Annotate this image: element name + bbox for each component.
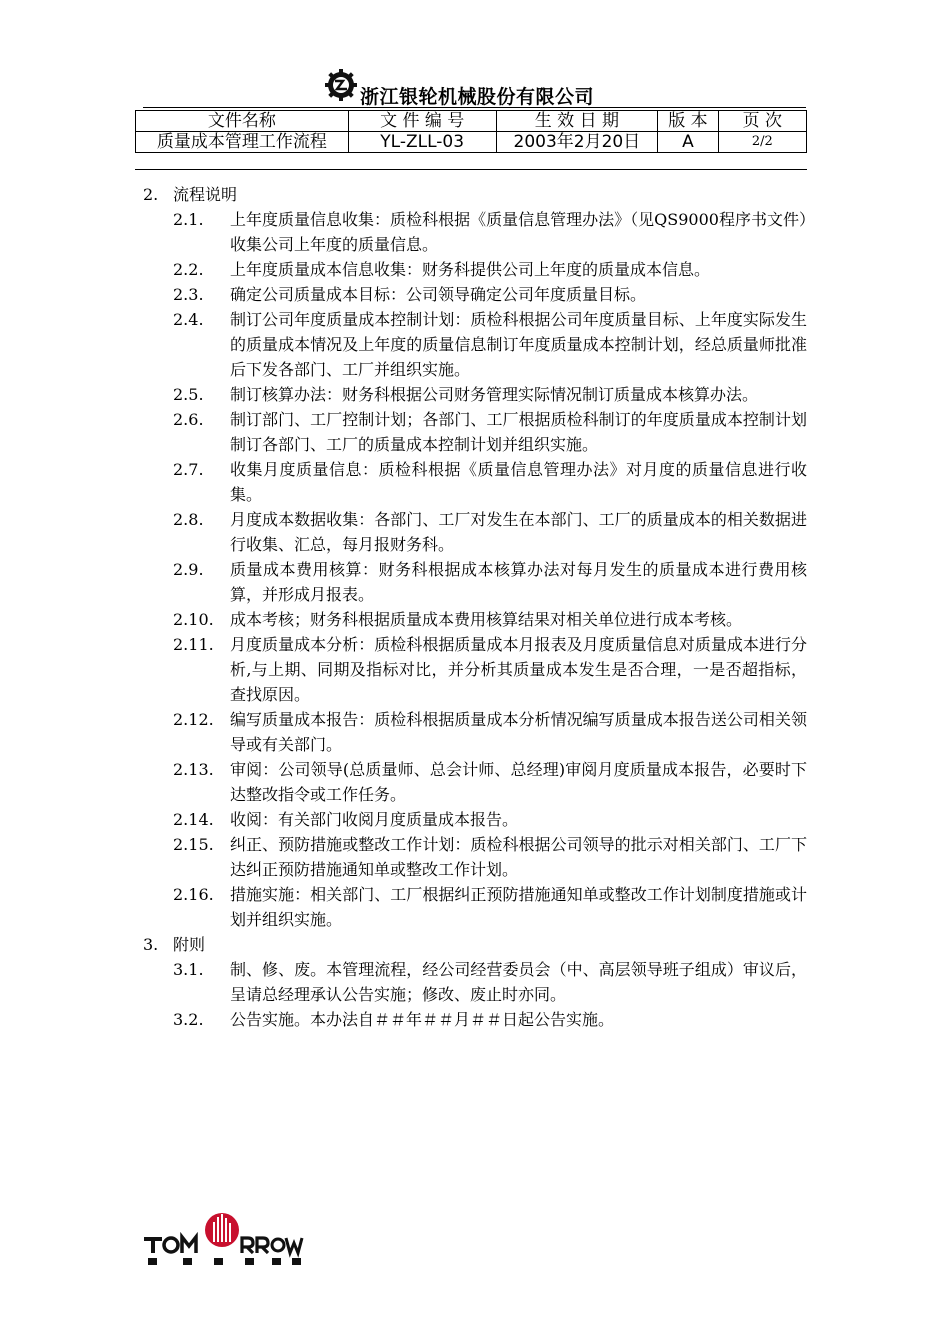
company-name: 浙江银轮机械股份有限公司 bbox=[360, 86, 595, 108]
list-item bbox=[173, 957, 807, 1007]
body-rule bbox=[135, 169, 807, 170]
item-text: 成本考核；财务科根据质量成本费用核算结果对相关单位进行成本考核。 bbox=[230, 610, 743, 629]
item-text: 制订核算办法：财务科根据公司财务管理实际情况制订质量成本核算办法。 bbox=[230, 385, 759, 404]
item-number: 3.2. bbox=[173, 1010, 204, 1029]
section-heading bbox=[143, 932, 807, 957]
company-gear-logo-icon bbox=[324, 68, 358, 102]
page-label: 页 次 bbox=[718, 111, 806, 132]
section-number: 2. bbox=[143, 185, 159, 204]
item-text: 纠正、预防措施或整改工作计划：质检科根据公司领导的批示对相关部门、工厂下达纠正预防措施通知单或整改工作计划。 bbox=[230, 835, 807, 879]
item-text: 审阅：公司领导(总质量师、总会计师、总经理)审阅月度质量成本报告，必要时下达整改指令或工作任务。 bbox=[230, 760, 807, 804]
list-item bbox=[173, 382, 807, 407]
list-item bbox=[173, 607, 807, 632]
item-number: 2.2. bbox=[173, 260, 204, 279]
item-number: 2.13. bbox=[173, 760, 214, 779]
list-item bbox=[173, 207, 807, 257]
list-item bbox=[173, 1007, 807, 1032]
page-value: 2/2 bbox=[718, 132, 806, 153]
item-number: 2.15. bbox=[173, 835, 214, 854]
doc-number-value: YL-ZLL-03 bbox=[348, 132, 496, 153]
list-item bbox=[173, 632, 807, 707]
item-number: 2.11. bbox=[173, 635, 214, 654]
section-title: 附则 bbox=[173, 935, 206, 954]
list-item bbox=[173, 457, 807, 507]
list-item bbox=[173, 757, 807, 807]
tomorrow-logo-icon bbox=[142, 1208, 304, 1266]
list-item bbox=[173, 882, 807, 932]
list-item bbox=[173, 807, 807, 832]
list-item bbox=[173, 307, 807, 382]
item-number: 2.10. bbox=[173, 610, 214, 629]
item-text: 质量成本费用核算：财务科根据成本核算办法对每月发生的质量成本进行费用核算，并形成月报表。 bbox=[230, 560, 807, 604]
item-number: 2.16. bbox=[173, 885, 214, 904]
doc-info-header-row bbox=[136, 111, 807, 132]
list-item bbox=[173, 707, 807, 757]
section-heading bbox=[143, 182, 807, 207]
list-item bbox=[173, 257, 807, 282]
item-text: 月度质量成本分析：质检科根据质量成本月报表及月度质量信息对质量成本进行分析,与上期、同期及指标对比，并分析其质量成本发生是否合理，一是否超指标，查找原因。 bbox=[230, 635, 807, 704]
item-number: 2.5. bbox=[173, 385, 204, 404]
item-number: 2.7. bbox=[173, 460, 204, 479]
header-rule bbox=[143, 107, 806, 108]
version-value: A bbox=[658, 132, 719, 153]
item-text: 编写质量成本报告：质检科根据质量成本分析情况编写质量成本报告送公司相关领导或有关部门。 bbox=[230, 710, 807, 754]
item-text: 公告实施。本办法自＃＃年＃＃月＃＃日起公告实施。 bbox=[230, 1010, 615, 1029]
item-number: 2.6. bbox=[173, 410, 204, 429]
item-text: 制、修、废。本管理流程，经公司经营委员会（中、高层领导班子组成）审议后，呈请总经理承认公告实施；修改、废止时亦同。 bbox=[230, 960, 807, 1004]
item-text: 收集月度质量信息：质检科根据《质量信息管理办法》对月度的质量信息进行收集。 bbox=[230, 460, 807, 504]
section-number: 3. bbox=[143, 935, 159, 954]
doc-info-value-row bbox=[136, 132, 807, 153]
item-text: 制订公司年度质量成本控制计划：质检科根据公司年度质量目标、上年度实际发生的质量成本情况及上年度的质量信息制订年度质量成本控制计划，经总质量师批准后下发各部门、工厂并组织实施。 bbox=[230, 310, 807, 379]
list-item bbox=[173, 407, 807, 457]
item-number: 2.1. bbox=[173, 210, 204, 229]
item-number: 3.1. bbox=[173, 960, 204, 979]
item-number: 2.8. bbox=[173, 510, 204, 529]
doc-name-label: 文件名称 bbox=[136, 111, 349, 132]
effective-date-label: 生 效 日 期 bbox=[496, 111, 658, 132]
document-info-table bbox=[135, 110, 807, 153]
section-title: 流程说明 bbox=[173, 185, 238, 204]
item-number: 2.14. bbox=[173, 810, 214, 829]
item-number: 2.4. bbox=[173, 310, 204, 329]
item-text: 上年度质量成本信息收集：财务科提供公司上年度的质量成本信息。 bbox=[230, 260, 711, 279]
list-item bbox=[173, 557, 807, 607]
item-text: 制订部门、工厂控制计划；各部门、工厂根据质检科制订的年度质量成本控制计划制订各部门、工厂的质量成本控制计划并组织实施。 bbox=[230, 410, 807, 454]
item-number: 2.12. bbox=[173, 710, 214, 729]
item-text: 收阅：有关部门收阅月度质量成本报告。 bbox=[230, 810, 519, 829]
item-text: 措施实施：相关部门、工厂根据纠正预防措施通知单或整改工作计划制度措施或计划并组织实施。 bbox=[230, 885, 807, 929]
item-number: 2.9. bbox=[173, 560, 204, 579]
item-number: 2.3. bbox=[173, 285, 204, 304]
item-text: 月度成本数据收集：各部门、工厂对发生在本部门、工厂的质量成本的相关数据进行收集、汇总，每月报财务科。 bbox=[230, 510, 807, 554]
list-item bbox=[173, 282, 807, 307]
doc-number-label: 文 件 编 号 bbox=[348, 111, 496, 132]
list-item bbox=[173, 832, 807, 882]
item-text: 确定公司质量成本目标：公司领导确定公司年度质量目标。 bbox=[230, 285, 647, 304]
version-label: 版 本 bbox=[658, 111, 719, 132]
list-item bbox=[173, 507, 807, 557]
effective-date-value: 2003年2月20日 bbox=[496, 132, 658, 153]
item-text: 上年度质量信息收集：质检科根据《质量信息管理办法》（见QS9000程序书文件）收集公司上年度的质量信息。 bbox=[230, 210, 807, 254]
company-header bbox=[0, 66, 950, 110]
doc-name-value: 质量成本管理工作流程 bbox=[136, 132, 349, 153]
document-body bbox=[143, 182, 807, 1032]
